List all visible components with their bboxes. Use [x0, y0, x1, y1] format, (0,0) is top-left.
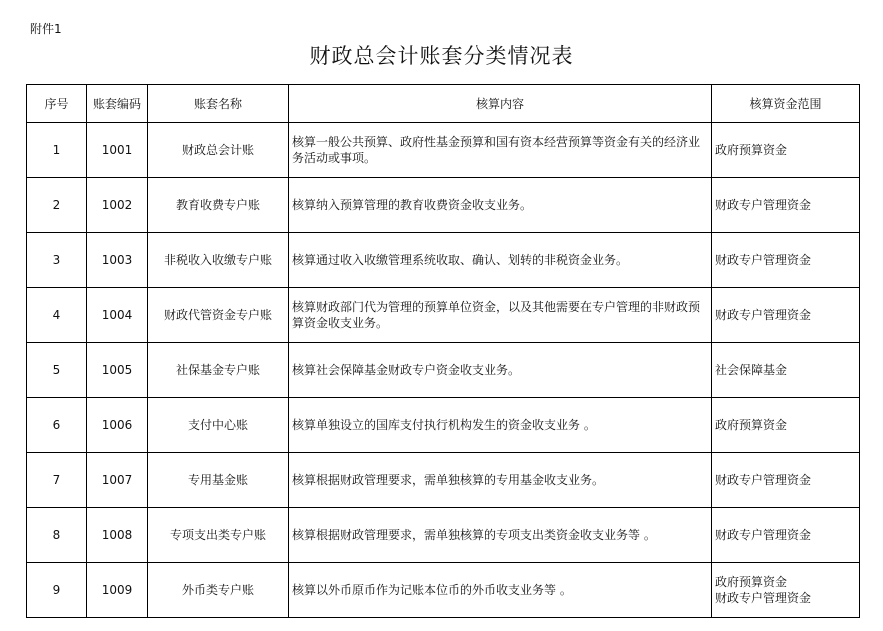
fund-scope-line: 政府预算资金: [715, 575, 788, 589]
header-accounting-content: 核算内容: [289, 85, 712, 123]
fund-scope-line: 财政专户管理资金: [715, 473, 812, 487]
fund-scope-line: 政府预算资金: [715, 143, 788, 157]
fund-scope-cell: [712, 563, 860, 618]
fund-scope-line: 财政专户管理资金: [715, 198, 812, 212]
table-row: [27, 178, 860, 233]
account-code-cell: 1007: [87, 453, 148, 508]
account-code-cell: 1005: [87, 343, 148, 398]
table-row: [27, 123, 860, 178]
table-row: [27, 233, 860, 288]
account-name-cell: 支付中心账: [148, 398, 289, 453]
serial-number-cell: 2: [27, 178, 87, 233]
fund-scope-cell: [712, 288, 860, 343]
fund-scope-line: 财政专户管理资金: [715, 253, 812, 267]
account-code-cell: 1001: [87, 123, 148, 178]
fund-scope-cell: [712, 123, 860, 178]
account-name-cell: 教育收费专户账: [148, 178, 289, 233]
serial-number-cell: 8: [27, 508, 87, 563]
fund-scope-cell: [712, 343, 860, 398]
fund-scope-cell: [712, 508, 860, 563]
header-account-code: 账套编码: [87, 85, 148, 123]
account-code-cell: 1009: [87, 563, 148, 618]
header-fund-scope: 核算资金范围: [712, 85, 860, 123]
fund-scope-line: 社会保障基金: [715, 363, 788, 377]
fund-scope-cell: [712, 233, 860, 288]
serial-number-cell: 1: [27, 123, 87, 178]
header-serial-number: 序号: [27, 85, 87, 123]
fund-scope-line: 财政专户管理资金: [715, 308, 812, 322]
serial-number-cell: 7: [27, 453, 87, 508]
fund-scope-cell: [712, 398, 860, 453]
serial-number-cell: 4: [27, 288, 87, 343]
table-row: [27, 288, 860, 343]
table-row: [27, 563, 860, 618]
account-name-cell: 专用基金账: [148, 453, 289, 508]
table-row: [27, 398, 860, 453]
account-code-cell: 1002: [87, 178, 148, 233]
attachment-label: 附件1: [30, 22, 62, 36]
table-row: [27, 343, 860, 398]
serial-number-cell: 5: [27, 343, 87, 398]
serial-number-cell: 3: [27, 233, 87, 288]
account-name-cell: 专项支出类专户账: [148, 508, 289, 563]
account-code-cell: 1004: [87, 288, 148, 343]
fund-scope-line: 财政专户管理资金: [715, 528, 812, 542]
accounting-content-cell: 核算财政部门代为管理的预算单位资金，以及其他需要在专户管理的非财政预算资金收支业务。: [289, 288, 712, 343]
accounting-content-cell: 核算根据财政管理要求，需单独核算的专项支出类资金收支业务等 。: [289, 508, 712, 563]
accounting-content-cell: 核算一般公共预算、政府性基金预算和国有资本经营预算等资金有关的经济业务活动或事项。: [289, 123, 712, 178]
table-row: [27, 508, 860, 563]
account-code-cell: 1006: [87, 398, 148, 453]
accounting-content-cell: 核算单独设立的国库支付执行机构发生的资金收支业务 。: [289, 398, 712, 453]
accounting-content-cell: 核算以外币原币作为记账本位币的外币收支业务等 。: [289, 563, 712, 618]
serial-number-cell: 6: [27, 398, 87, 453]
accounting-content-cell: 核算通过收入收缴管理系统收取、确认、划转的非税资金业务。: [289, 233, 712, 288]
accounting-content-cell: 核算社会保障基金财政专户资金收支业务。: [289, 343, 712, 398]
account-name-cell: 财政总会计账: [148, 123, 289, 178]
account-name-cell: 社保基金专户账: [148, 343, 289, 398]
table-row: [27, 453, 860, 508]
header-account-name: 账套名称: [148, 85, 289, 123]
page-title: 财政总会计账套分类情况表: [309, 44, 574, 68]
account-code-cell: 1003: [87, 233, 148, 288]
account-name-cell: 非税收入收缴专户账: [148, 233, 289, 288]
serial-number-cell: 9: [27, 563, 87, 618]
account-name-cell: 财政代管资金专户账: [148, 288, 289, 343]
accounting-content-cell: 核算纳入预算管理的教育收费资金收支业务。: [289, 178, 712, 233]
account-set-table: [26, 84, 860, 618]
account-code-cell: 1008: [87, 508, 148, 563]
account-name-cell: 外币类专户账: [148, 563, 289, 618]
fund-scope-line: 财政专户管理资金: [715, 591, 812, 605]
table-header-row: [27, 85, 860, 123]
fund-scope-cell: [712, 453, 860, 508]
accounting-content-cell: 核算根据财政管理要求，需单独核算的专用基金收支业务。: [289, 453, 712, 508]
fund-scope-cell: [712, 178, 860, 233]
fund-scope-line: 政府预算资金: [715, 418, 788, 432]
